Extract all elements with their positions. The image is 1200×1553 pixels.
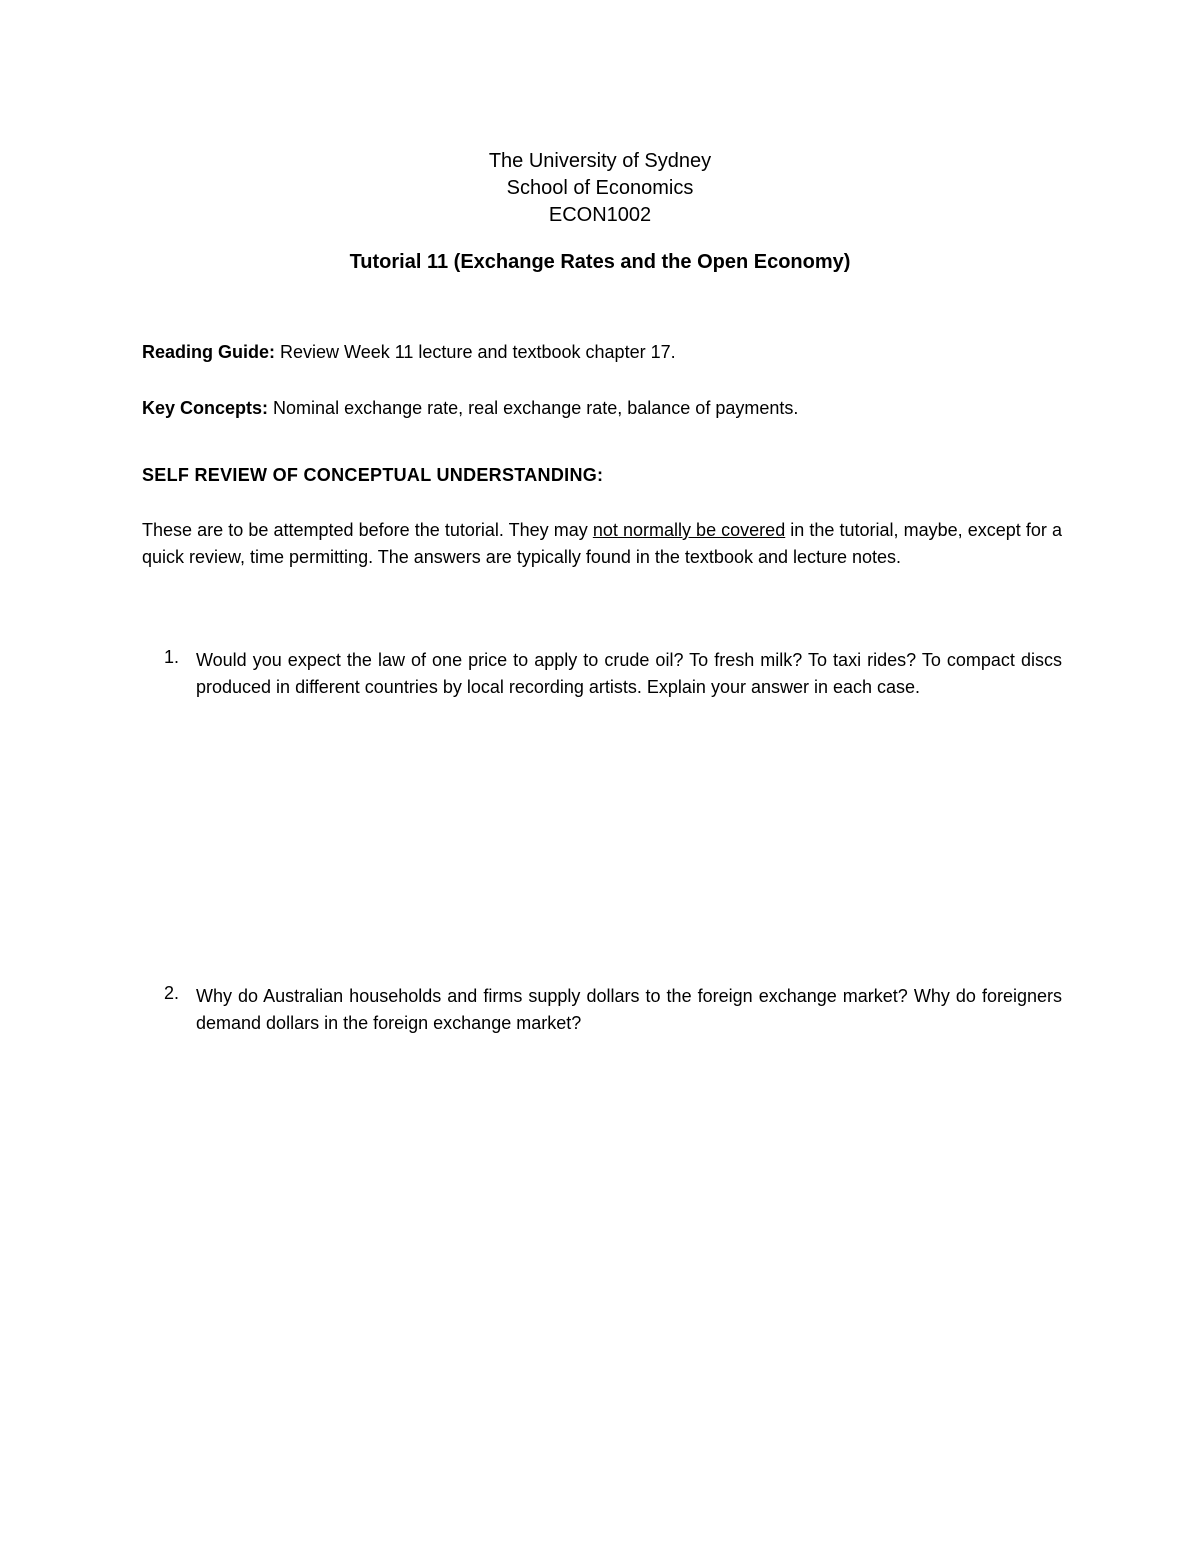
school-name: School of Economics xyxy=(506,177,694,199)
intro-text-before: These are to be attempted before the tutorial. They may xyxy=(142,520,593,540)
intro-text-after: in the tutorial, maybe, except for a quick review, time permitting. The answers are typically found in the textbook and lecture notes. xyxy=(142,520,1062,567)
university-name: The University of Sydney xyxy=(488,150,712,172)
reading-guide-text: Review Week 11 lecture and textbook chapter 17. xyxy=(280,342,676,362)
question-text: Why do Australian households and firms supply dollars to the foreign exchange market? Why do foreigners demand dollars in the foreign exchange market? xyxy=(196,986,1062,1033)
tutorial-title: Tutorial 11 (Exchange Rates and the Open Economy) xyxy=(349,251,851,273)
reading-guide-label: Reading Guide: xyxy=(142,342,276,362)
intro-text-underlined: not normally be covered xyxy=(592,520,786,540)
question-number: 2. xyxy=(164,983,180,1003)
section-heading: SELF REVIEW OF CONCEPTUAL UNDERSTANDING: xyxy=(142,465,604,485)
key-concepts xyxy=(142,398,798,419)
reading-guide xyxy=(142,342,676,363)
document-header xyxy=(0,148,1200,229)
key-concepts-label: Key Concepts: xyxy=(142,398,269,418)
question-text: Would you expect the law of one price to apply to crude oil? To fresh milk? To taxi rides? To compact discs produced in different countries by local recording artists. Explain your answer in each case. xyxy=(196,650,1062,697)
intro-paragraph xyxy=(142,517,1062,571)
course-code: ECON1002 xyxy=(548,204,652,226)
key-concepts-text: Nominal exchange rate, real exchange rate, balance of payments. xyxy=(273,398,799,418)
question-number: 1. xyxy=(164,647,180,667)
